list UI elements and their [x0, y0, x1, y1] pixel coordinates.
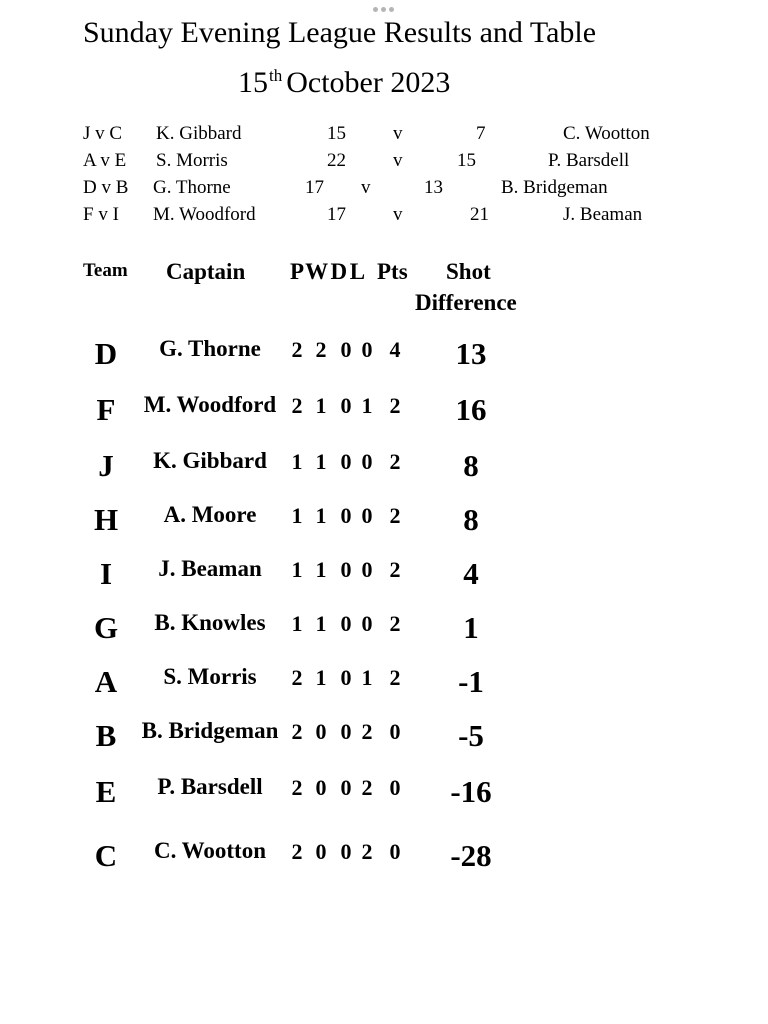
cell-drawn: 0 [340, 611, 352, 636]
document-date [238, 66, 450, 100]
cell-drawn: 0 [340, 719, 352, 744]
cell-drawn: 0 [340, 449, 352, 474]
date-day: 15 [238, 66, 268, 99]
cell-lost: 0 [361, 557, 373, 582]
cell-captain: P. Barsdell [157, 774, 263, 799]
header-pts: Pts [377, 259, 408, 284]
result-vs: v [361, 177, 371, 198]
cell-team: J [98, 448, 114, 483]
cell-captain: S. Morris [163, 664, 257, 689]
cell-lost: 0 [361, 611, 373, 636]
cell-played: 2 [291, 393, 303, 418]
cell-lost: 1 [361, 665, 373, 690]
cell-shot-difference: 13 [455, 336, 487, 371]
handle-dot [381, 7, 386, 12]
cell-lost: 0 [361, 503, 373, 528]
cell-lost: 0 [361, 337, 373, 362]
cell-drawn: 0 [340, 775, 352, 800]
header-captain: Captain [166, 259, 246, 284]
cell-drawn: 0 [340, 503, 352, 528]
cell-team: H [93, 502, 119, 537]
result-home-captain: K. Gibbard [156, 123, 242, 144]
cell-pts: 0 [389, 839, 401, 864]
result-vs: v [393, 150, 403, 171]
cell-lost: 1 [361, 393, 373, 418]
cell-pts: 4 [389, 337, 401, 362]
cell-won: 0 [315, 775, 327, 800]
cell-pts: 2 [389, 449, 401, 474]
cell-won: 1 [315, 503, 327, 528]
cell-team: G [93, 610, 119, 645]
result-away-captain: P. Barsdell [548, 150, 630, 171]
result-away-score: 15 [457, 150, 476, 171]
cell-drawn: 0 [340, 665, 352, 690]
result-fixture: F v I [83, 204, 119, 225]
cell-captain: J. Beaman [158, 556, 262, 581]
cell-shot-difference: 4 [463, 556, 479, 591]
cell-played: 2 [291, 775, 303, 800]
cell-team: D [94, 336, 118, 371]
cell-pts: 2 [389, 557, 401, 582]
result-fixture: J v C [83, 123, 123, 144]
cell-lost: 2 [361, 719, 373, 744]
cell-won: 1 [315, 393, 327, 418]
cell-won: 0 [315, 839, 327, 864]
result-home-score: 17 [327, 204, 346, 225]
date-rest: October 2023 [286, 66, 451, 99]
cell-played: 2 [291, 665, 303, 690]
cell-shot-difference: 8 [463, 448, 479, 483]
cell-team: B [95, 718, 117, 753]
cell-team: A [94, 664, 118, 699]
cell-drawn: 0 [340, 337, 352, 362]
cell-team: F [96, 392, 116, 427]
cell-played: 1 [291, 503, 303, 528]
handle-dot [389, 7, 394, 12]
cell-pts: 2 [389, 665, 401, 690]
header-difference: Difference [415, 290, 517, 315]
cell-played: 2 [291, 719, 303, 744]
cell-pts: 0 [389, 719, 401, 744]
result-home-score: 15 [327, 123, 346, 144]
header-shot: Shot [446, 259, 491, 284]
cell-drawn: 0 [340, 557, 352, 582]
cell-won: 0 [315, 719, 327, 744]
cell-won: 1 [315, 611, 327, 636]
cell-played: 1 [291, 449, 303, 474]
result-away-captain: B. Bridgeman [501, 177, 608, 198]
cell-captain: G. Thorne [159, 336, 261, 361]
cell-team: I [99, 556, 113, 591]
cell-played: 2 [291, 337, 303, 362]
cell-pts: 2 [389, 393, 401, 418]
cell-shot-difference: -16 [450, 774, 492, 809]
cell-shot-difference: -1 [458, 664, 484, 699]
result-away-captain: C. Wootton [563, 123, 650, 144]
cell-played: 1 [291, 557, 303, 582]
result-home-captain: G. Thorne [153, 177, 231, 198]
cell-lost: 2 [361, 839, 373, 864]
cell-lost: 0 [361, 449, 373, 474]
cell-shot-difference: 8 [463, 502, 479, 537]
handle-dot [373, 7, 378, 12]
result-away-score: 13 [424, 177, 443, 198]
document-title: Sunday Evening League Results and Table [83, 16, 597, 49]
result-fixture: A v E [83, 150, 127, 171]
cell-won: 1 [315, 557, 327, 582]
result-vs: v [393, 123, 403, 144]
cell-shot-difference: 1 [463, 610, 479, 645]
cell-played: 2 [291, 839, 303, 864]
cell-drawn: 0 [340, 839, 352, 864]
cell-pts: 2 [389, 503, 401, 528]
result-home-captain: M. Woodford [153, 204, 256, 225]
result-away-score: 7 [476, 123, 486, 144]
cell-captain: K. Gibbard [153, 448, 267, 473]
cell-pts: 0 [389, 775, 401, 800]
header-team: Team [83, 260, 128, 281]
cell-shot-difference: 16 [455, 392, 487, 427]
result-vs: v [393, 204, 403, 225]
result-home-score: 17 [305, 177, 324, 198]
result-fixture: D v B [83, 177, 129, 198]
window-drag-handle[interactable] [373, 7, 395, 13]
cell-lost: 2 [361, 775, 373, 800]
cell-captain: M. Woodford [143, 392, 277, 417]
cell-pts: 2 [389, 611, 401, 636]
header-pwdl: P W D L [290, 259, 366, 284]
result-home-captain: S. Morris [156, 150, 228, 171]
cell-drawn: 0 [340, 393, 352, 418]
cell-captain: B. Bridgeman [141, 718, 279, 743]
cell-team: C [94, 838, 118, 873]
result-away-captain: J. Beaman [563, 204, 643, 225]
cell-played: 1 [291, 611, 303, 636]
result-away-score: 21 [470, 204, 489, 225]
cell-captain: C. Wootton [153, 838, 267, 863]
cell-won: 1 [315, 665, 327, 690]
cell-shot-difference: -28 [450, 838, 492, 873]
date-suffix: th [269, 66, 283, 85]
cell-team: E [95, 774, 117, 809]
cell-won: 1 [315, 449, 327, 474]
cell-captain: B. Knowles [154, 610, 266, 635]
result-home-score: 22 [327, 150, 346, 171]
cell-won: 2 [315, 337, 327, 362]
cell-captain: A. Moore [163, 502, 257, 527]
cell-shot-difference: -5 [458, 718, 484, 753]
